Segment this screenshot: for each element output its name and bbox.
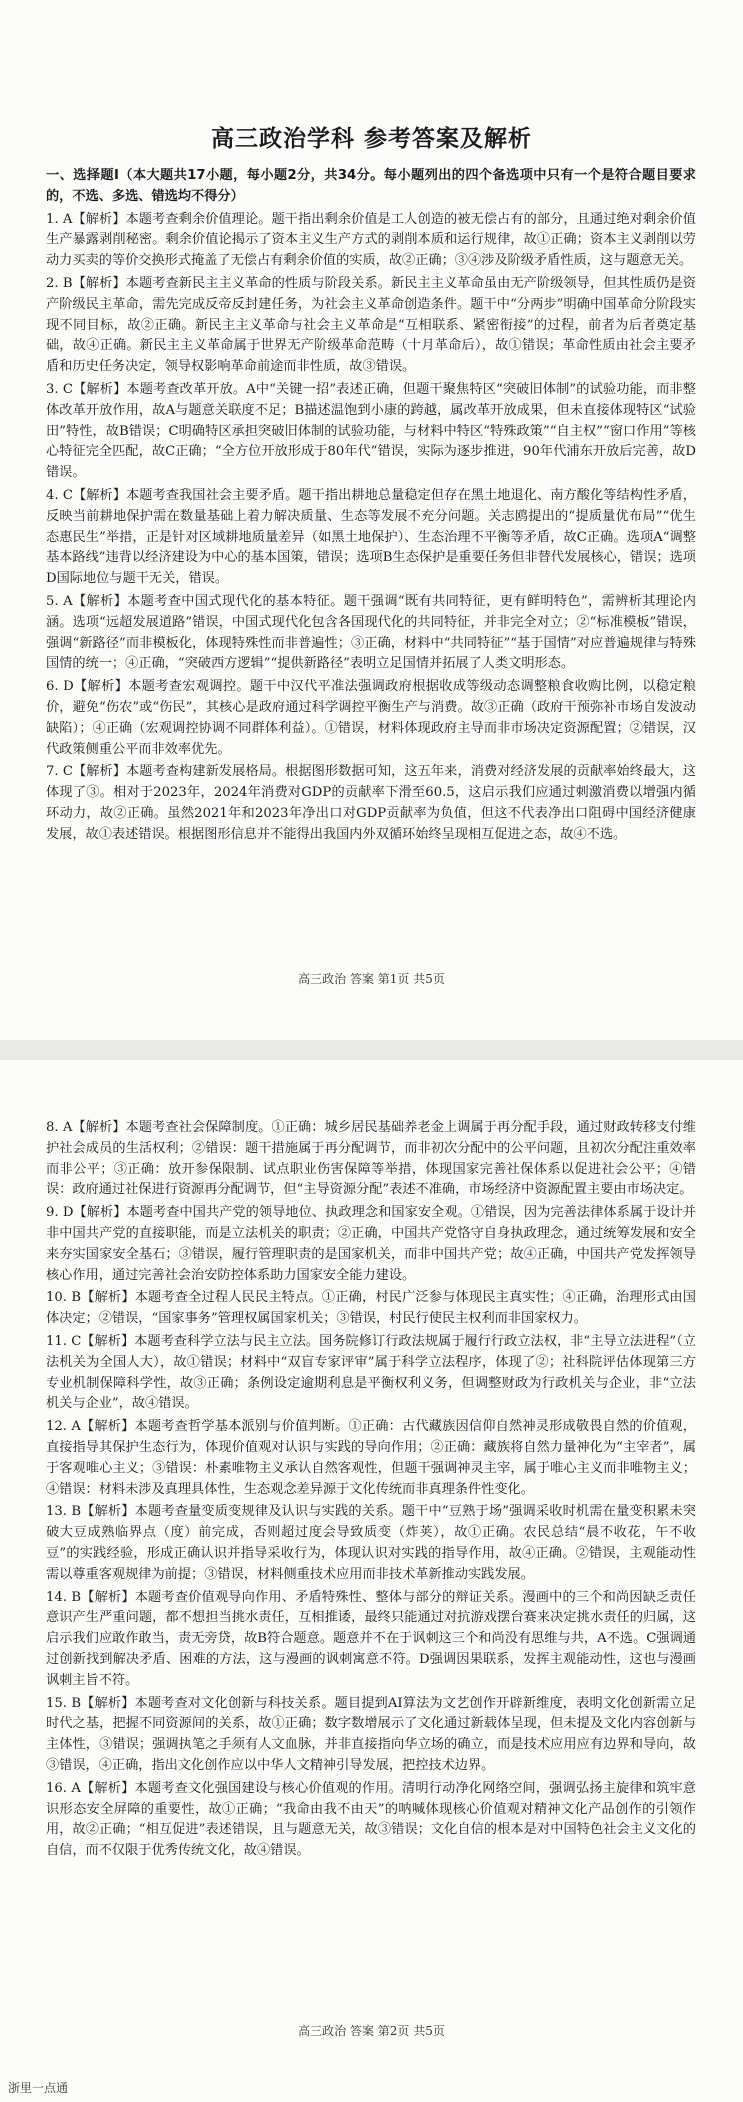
page-2-content: [46, 1118, 696, 1864]
answer-page-2: [0, 1060, 743, 2102]
answer-14: 14. B【解析】本题考查价值观导向作用、矛盾特殊性、整体与部分的辩证关系。漫画中的三个和尚因缺乏责任意识产生严重问题，都不想担当挑水责任，互相推诿，最终只能通过对抗游戏摆台赛来决定挑水责任的归属，这启示我们应敢作敢当，责无旁贷，故B符合题意。题意并不在于讽刺这三个和尚没有思维与共，A不选。C强调通过创新找到解决矛盾、困难的方法，这与漫画的讽刺寓意不符。D强调因果联系，发挥主观能动性，这也与漫画讽刺主旨不符。: [46, 1589, 696, 1688]
answer-3: 3. C【解析】本题考查改革开放。A中“关键一招”表述正确，但题干聚焦特区“突破旧体制”的试验功能，而非整体改革开放作用，故A与题意关联度不足；B描述温饱到小康的跨越，属改革开放成果，但未直接体现特区“试验田”特性，故B错误；C明确特区承担突破旧体制的试验功能，与材料中特区“特殊政策”“自主权”“窗口作用”等核心特征完全匹配，故C正确；“全方位开放形成于80年代”错误，实际为逐步推进，90年代浦东开放后完善，故D错误。: [46, 381, 696, 481]
page-footer: 高三政治 答案 第2页 共5页: [298, 2024, 445, 2038]
answer-16: 16. A【解析】本题考查文化强国建设与核心价值观的作用。清明行动净化网络空间，强调弘扬主旋律和筑牢意识形态安全屏障的重要性，故①正确；“我命由我不由天”的呐喊体现核心价值观对精神文化产品创作的引领作用，故②正确；“相互促进”表述错误，且与题意无关，故③错误；文化自信的根本是对中国特色社会主义文化的自信，而不仅限于优秀传统文化，故④错误。: [46, 1780, 696, 1859]
answer-11: 11. C【解析】本题考查科学立法与民主立法。国务院修订行政法规属于履行行政立法权，非“主导立法进程”（立法机关为全国人大），故①错误；材料中“双盲专家评审”属于科学立法程序，体现了②；社科院评估体现第三方专业机制保障科学性，故③正确；条例设定逾期利息是平衡权利义务，但调整财政为行政机关与企业，非“立法机关与企业”，故④错误。: [46, 1333, 696, 1412]
answer-6: 6. D【解析】本题考查宏观调控。题干中汉代平准法强调政府根据收成等级动态调整粮食收购比例，以稳定粮价，避免“伤农”或“伤民”，其核心是政府通过科学调控平衡生产与消费。故③正确（政府干预弥补市场自发波动缺陷）；④正确（宏观调控协调不同群体利益）。①错误，材料体现政府主导而非市场决定资源配置；②错误，汉代政策侧重公平而非效率优先。: [46, 679, 696, 757]
answer-4: 4. C【解析】本题考查我国社会主要矛盾。题干指出耕地总量稳定但存在黑土地退化、南方酸化等结构性矛盾，反映当前耕地保护需在数量基础上着力解决质量、生态等发展不充分问题。关志鸥提出的“提质量优布局”“优生态惠民生”举措，正是针对区域耕地质量差异（如黑土地保护）、生态治理不平衡等矛盾，故C正确。选项A“调整基本路线”违背以经济建设为中心的基本国策，错误；选项B生态保护是重要任务但非替代发展核心，错误；选项D国际地位与题干无关，错误。: [46, 487, 696, 587]
answer-page-1: [0, 0, 743, 1040]
answer-13: 13. B【解析】本题考查量变质变规律及认识与实践的关系。题干中“豆熟于场”强调采收时机需在量变积累未突破大豆成熟临界点（度）前完成，否则超过度会导致质变（炸荚），故①正确。农民总结“晨不收花，午不收豆”的实践经验，形成正确认识并指导采收行为，体现认识对实践的指导作用，故④正确。②错误，主观能动性需以尊重客观规律为前提；③错误，材料侧重技术应用而非技术革新推动实践发展。: [46, 1504, 696, 1582]
page-title: 高三政治学科 参考答案及解析: [210, 126, 532, 152]
answer-12: 12. A【解析】本题考查哲学基本派别与价值判断。①正确：古代藏族因信仰自然神灵形成敬畏自然的价值观，直接指导其保护生态行为，体现价值观对认识与实践的导向作用；②正确：藏族将自然力量神化为“主宰者”，属于客观唯心主义；③错误：朴素唯物主义承认自然客观性，但题干强调神灵主宰，属于唯心主义而非唯物主义；④错误：材料未涉及真理具体性，生态观念差异源于文化传统而非真理条件性变化。: [46, 1419, 696, 1497]
page-1-content: [46, 166, 696, 848]
answer-15: 15. B【解析】本题考查对文化创新与科技关系。题目提到AI算法为文艺创作开辟新维度，表明文化创新需立足时代之基，把握不同资源间的关系，故①正确；数字数增展示了文化通过新载体呈现，但未提及文化内容创新与主体性，③错误；强调执笔之手须有人文血脉，并非直接指向华立场的确立，而是技术应用应有边界和导向，故③错误，④正确，指出文化创作应以中华人文精神引导发展，把控技术边界。: [46, 1695, 696, 1773]
answer-9: 9. D【解析】本题考查中国共产党的领导地位、执政理念和国家安全观。①错误，因为完善法律体系属于设计并非中国共产党的直接职能，而是立法机关的职责；②正确，中国共产党恪守自身执政理念，通过统筹发展和安全来夯实国家安全基石；③错误，履行管理职责的是国家机关，而非中国共产党；故④正确，中国共产党发挥领导核心作用，通过完善社会治安防控体系助力国家安全能力建设。: [46, 1205, 696, 1283]
answer-1: 1. A【解析】本题考查剩余价值理论。题干指出剩余价值是工人创造的被无偿占有的部分，且通过绝对剩余价值生产暴露剥削秘密。剩余价值论揭示了资本主义生产方式的剥削本质和运行规律，故①正确；资本主义剥削以劳动力买卖的等价交换形式掩盖了无偿占有剩余价值的实质，故②正确；③④涉及阶级矛盾性质，这与题意无关。: [46, 211, 696, 269]
answer-8: 8. A【解析】本题考查社会保障制度。①正确：城乡居民基础养老金上调属于再分配手段，通过财政转移支付维护社会成员的生活权利；②错误：题干措施属于再分配调节，而非初次分配中的公平问题，且初次分配注重效率而非公平；③正确：放开参保限制、试点职业伤害保障等举措，体现国家完善社保体系以促进社会公平；④错误：政府通过社保进行资源再分配调节，但“主导资源分配”表述不准确，市场经济中资源配置主要由市场决定。: [46, 1120, 696, 1198]
answer-5: 5. A【解析】本题考查中国式现代化的基本特征。题干强调“既有共同特征，更有鲜明特色”，需辨析其理论内涵。选项“远超发展道路”错误，中国式现代化包含各国现代化的共同特征，并非完全对立；②“标准模板”错误，强调“新路径”而非模板化，体现特殊性而非普遍性；③正确，材料中“共同特征”“基于国情”对应普遍规律与特殊国情的统一；④正确，“突破西方逻辑”“提供新路径”表明立足国情并拓展了人类文明形态。: [46, 593, 696, 672]
watermark-text: 浙里一点通: [8, 2081, 69, 2095]
page-footer: 高三政治 答案 第1页 共5页: [298, 972, 445, 986]
answer-2: 2. B【解析】本题考查新民主主义革命的性质与阶段关系。新民主主义革命虽由无产阶级领导，但其性质仍是资产阶级民主革命，需先完成反帝反封建任务，为社会主义革命创造条件。题干中“分两步”明确中国革命分阶段实现不同目标，故②正确。新民主主义革命与社会主义革命是“互相联系、紧密衔接”的过程，前者为后者奠定基础，故④正确。新民主主义革命属于世界无产阶级革命范畴（十月革命后），故①错误；革命性质由社会主要矛盾和历史任务决定，领导权影响革命前途而非性质，故③错误。: [46, 275, 696, 375]
section-heading: 一、选择题Ⅰ（本大题共17小题，每小题2分，共34分。每小题列出的四个备选项中只有一个是符合题目要求的，不选、多选、错选均不得分）: [46, 168, 696, 204]
answer-7: 7. C【解析】本题考查构建新发展格局。根据图形数据可知，这五年来，消费对经济发展的贡献率始终最大，这体现了③。相对于2023年，2024年消费对GDP的贡献率下滑至60.5，这启示我们应通过刺激消费以增强内循环动力，故②正确。虽然2021年和2023年净出口对GDP贡献率为负值，但这不代表净出口阻碍中国经济健康发展，故①表述错误。根据图形信息并不能得出我国内外双循环始终呈现相互促进之态，故④不选。: [46, 764, 696, 842]
answer-10: 10. B【解析】本题考查全过程人民民主特点。①正确，村民广泛参与体现民主真实性；④正确，治理形式由国体决定；②错误，“国家事务”管理权属国家机关；③错误，村民行使民主权利而非国家权力。: [46, 1290, 696, 1327]
